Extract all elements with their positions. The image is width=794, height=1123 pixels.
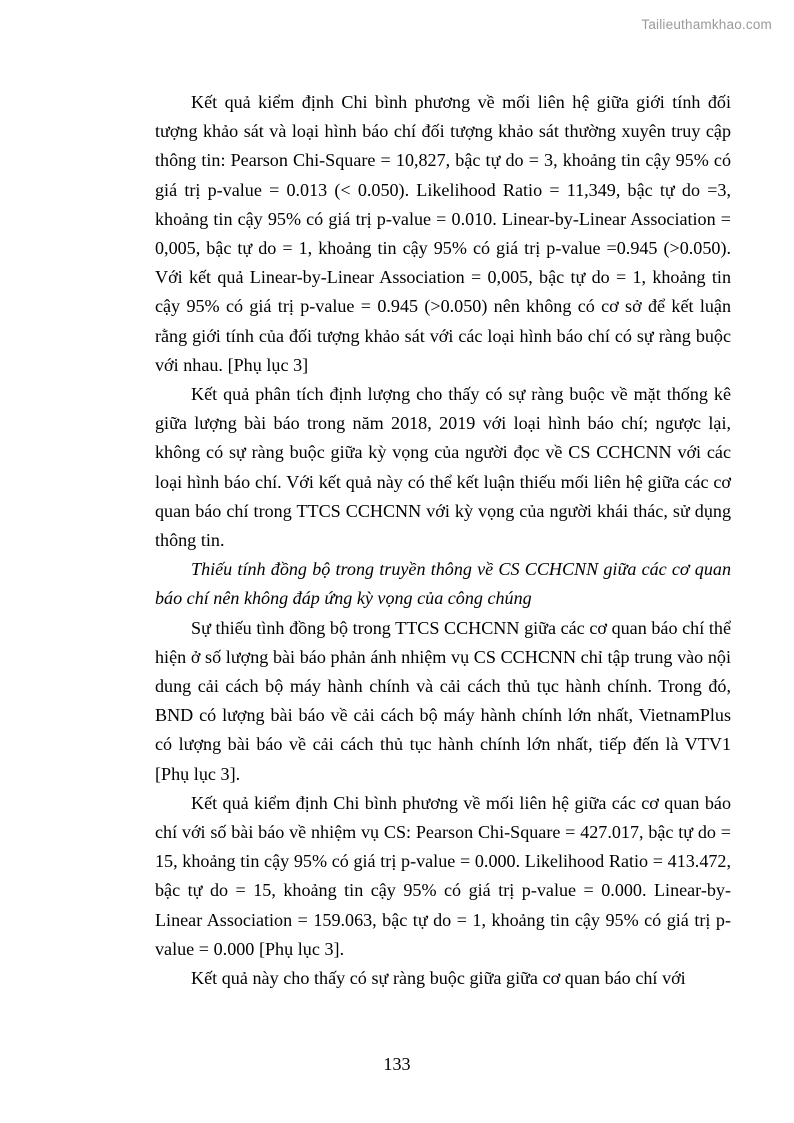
paragraph-conclusion-partial: Kết quả này cho thấy có sự ràng buộc giữa giữa cơ quan báo chí với xyxy=(191,968,686,989)
paragraph-quantitative-analysis: Kết quả phân tích định lượng cho thấy có sự ràng buộc về mặt thống kê giữa lượng bài báo trong năm 2018, 2019 với loại hình báo chí; ngược lại, không có sự ràng buộc giữa kỳ vọng của người đọc về CS CCHCNN với các loại hình báo chí. Với kết quả này có thể kết luận thiếu mối liên hệ giữa các cơ quan báo chí trong TTCS CCHCNN với kỳ vọng của người khái thác, sử dụng thông tin. xyxy=(155,384,731,551)
page-body-text xyxy=(155,88,731,993)
paragraph-chi-square-gender: Kết quả kiểm định Chi bình phương về mối liên hệ giữa giới tính đối tượng khảo sát và loại hình báo chí đối tượng khảo sát thường xuyên truy cập thông tin: Pearson Chi-Square = 10,827, bậc tự do = 3, khoảng tin cậy 95% có giá trị p-value = 0.013 (< 0.050). Likelihood Ratio = 11,349, bậc tự do =3, khoảng tin cậy 95% có giá trị p-value = 0.010. Linear-by-Linear Association = 0,005, bậc tự do = 1, khoảng tin cậy 95% có giá trị p-value =0.945 (>0.050). Với kết quả Linear-by-Linear Association = 0,005, bậc tự do = 1, khoảng tin cậy 95% có giá trị p-value = 0.945 (>0.050) nên không có cơ sở để kết luận rằng giới tính của đối tượng khảo sát với các loại hình báo chí có sự ràng buộc với nhau. [Phụ lục 3] xyxy=(155,92,731,375)
paragraph-chi-square-agencies: Kết quả kiểm định Chi bình phương về mối liên hệ giữa các cơ quan báo chí với số bài báo về nhiệm vụ CS: Pearson Chi-Square = 427.017, bậc tự do = 15, khoảng tin cậy 95% có giá trị p-value = 0.000. Likelihood Ratio = 413.472, bậc tự do = 15, khoảng tin cậy 95% có giá trị p-value = 0.000. Linear-by-Linear Association = 159.063, bậc tự do = 1, khoảng tin cậy 95% có giá trị p-value = 0.000 [Phụ lục 3]. xyxy=(155,792,731,959)
paragraph-lack-of-synchronization: Sự thiếu tình đồng bộ trong TTCS CCHCNN giữa các cơ quan báo chí thể hiện ở số lượng bài báo phản ánh nhiệm vụ CS CCHCNN chỉ tập trung vào nội dung cải cách bộ máy hành chính và cải cách thủ tục hành chính. Trong đó, BND có lượng bài báo về cải cách bộ máy hành chính lớn nhất, VietnamPlus có lượng bài báo về cải cách thủ tục hành chính lớn nhất, tiếp đến là VTV1 [Phụ lục 3]. xyxy=(155,617,731,784)
section-heading-italic: Thiếu tính đồng bộ trong truyền thông về CS CCHCNN giữa các cơ quan báo chí nên không đáp ứng kỳ vọng của công chúng xyxy=(155,559,731,609)
watermark-label: Tailieuthamkhao.com xyxy=(641,17,772,32)
page-number: 133 xyxy=(383,1054,411,1074)
